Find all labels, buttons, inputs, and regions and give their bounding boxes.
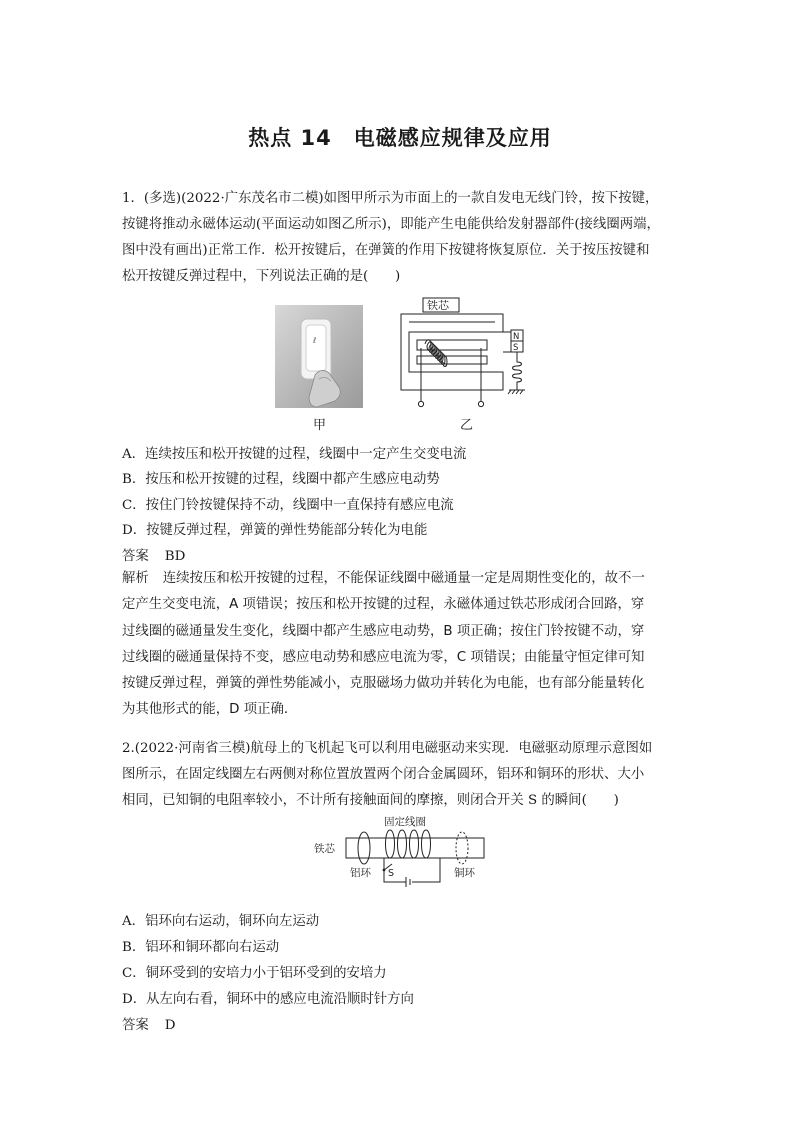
analysis-line: 过线圈的磁通量发生变化，线圈中都产生感应电动势，B 项正确；按住门铃按键不动，穿 — [122, 623, 645, 639]
q1-answer — [122, 545, 185, 564]
answer-label: 答案 — [122, 549, 149, 564]
title-label: 热点 14 — [248, 126, 332, 150]
fig-yi-label: 乙 — [460, 418, 474, 433]
analysis-text: 连续按压和松开按键的过程，不能保证线圈中磁通量一定是周期性变化的，故不一 — [162, 571, 645, 586]
q2-option-c: C．铜环受到的安培力小于铝环受到的安培力 — [122, 966, 387, 981]
fig-switch-label: S — [388, 868, 395, 879]
svg-text:ℓ: ℓ — [313, 336, 317, 345]
q2-option-d: D．从左向右看，铜环中的感应电流沿顺时针方向 — [122, 992, 414, 1007]
q1-option-c: C．按住门铃按键保持不动，线圈中一直保持有感应电流 — [122, 498, 454, 513]
fig-s-pole: S — [513, 343, 519, 353]
q2-stem-line: 相同，已知铜的电阻率较小，不计所有接触面间的摩擦，则闭合开关 S 的瞬间( ) — [122, 793, 619, 808]
q1-stem-line: 图中没有画出)正常工作．松开按键后，在弹簧的作用下按键将恢复原位．关于按压按键和 — [122, 243, 650, 258]
q1-option-a: A．连续按压和松开按键的过程，线圈中一定产生交变电流 — [122, 447, 467, 462]
title-text: 电磁感应规律及应用 — [353, 126, 552, 150]
doorbell-photo — [275, 305, 363, 408]
q1-option-d: D．按键反弹过程，弹簧的弹性势能部分转化为电能 — [122, 523, 428, 538]
q1-analysis — [122, 566, 692, 724]
analysis-line: 为其他形式的能，D 项正确． — [122, 702, 298, 718]
fig-iron-core-label: 铁芯 — [427, 299, 449, 312]
analysis-line: 定产生交变电流，A 项错误；按压和松开按键的过程，永磁体通过铁芯形成闭合回路，穿 — [122, 597, 645, 613]
q1-stem — [122, 186, 692, 290]
q1-stem-line: 1．(多选)(2022·广东茂名市二模)如图甲所示为市面上的一款自发电无线门铃，按下按键， — [122, 191, 659, 206]
doorbell-schematic — [395, 296, 537, 412]
q2-answer — [122, 1014, 176, 1033]
q2-stem-line: 图所示，在固定线圈左右两侧对称位置放置两个闭合金属圆环，铝环和铜环的形状、大小 — [122, 767, 645, 782]
q1-option-b: B．按压和松开按键的过程，线圈中都产生感应电动势 — [122, 472, 440, 487]
fig-al-ring-label: 铝环 — [350, 867, 371, 879]
analysis-label: 解析 — [122, 571, 149, 586]
q2-stem-line: 2.(2022·河南省三模)航母上的飞机起飞可以利用电磁驱动来实现．电磁驱动原理示意图如 — [122, 741, 653, 756]
fig-jia-label: 甲 — [313, 418, 327, 433]
coil-ring-diagram — [312, 814, 492, 896]
answer-value: BD — [164, 549, 186, 564]
analysis-line — [122, 566, 692, 592]
fig-n-pole: N — [513, 332, 520, 342]
q2-option-b: B．铝环和铜环都向右运动 — [122, 940, 280, 955]
q1-stem-line: 松开按键反弹过程中，下列说法正确的是( ) — [122, 269, 401, 284]
fig-coil-label: 固定线圈 — [384, 816, 426, 828]
q1-stem-line: 按键将推动永磁体运动(平面运动如图乙所示)，即能产生电能供给发射器部件(接线圈两端， — [122, 217, 660, 232]
analysis-line: 按键反弹过程，弹簧的弹性势能减小，克服磁场力做功并转化为电能，也有部分能量转化 — [122, 676, 645, 692]
fig-cu-ring-label: 铜环 — [454, 867, 475, 879]
q2-stem — [122, 736, 692, 814]
analysis-line: 过线圈的磁通量保持不变，感应电动势和感应电流为零，C 项错误；由能量守恒定律可知 — [122, 649, 645, 665]
fig2-iron-core-label: 铁芯 — [314, 843, 335, 855]
page-title — [0, 122, 800, 152]
answer-label: 答案 — [122, 1018, 149, 1033]
q2-option-a: A．铝环向右运动，铜环向左运动 — [122, 914, 320, 929]
answer-value: D — [164, 1018, 176, 1033]
